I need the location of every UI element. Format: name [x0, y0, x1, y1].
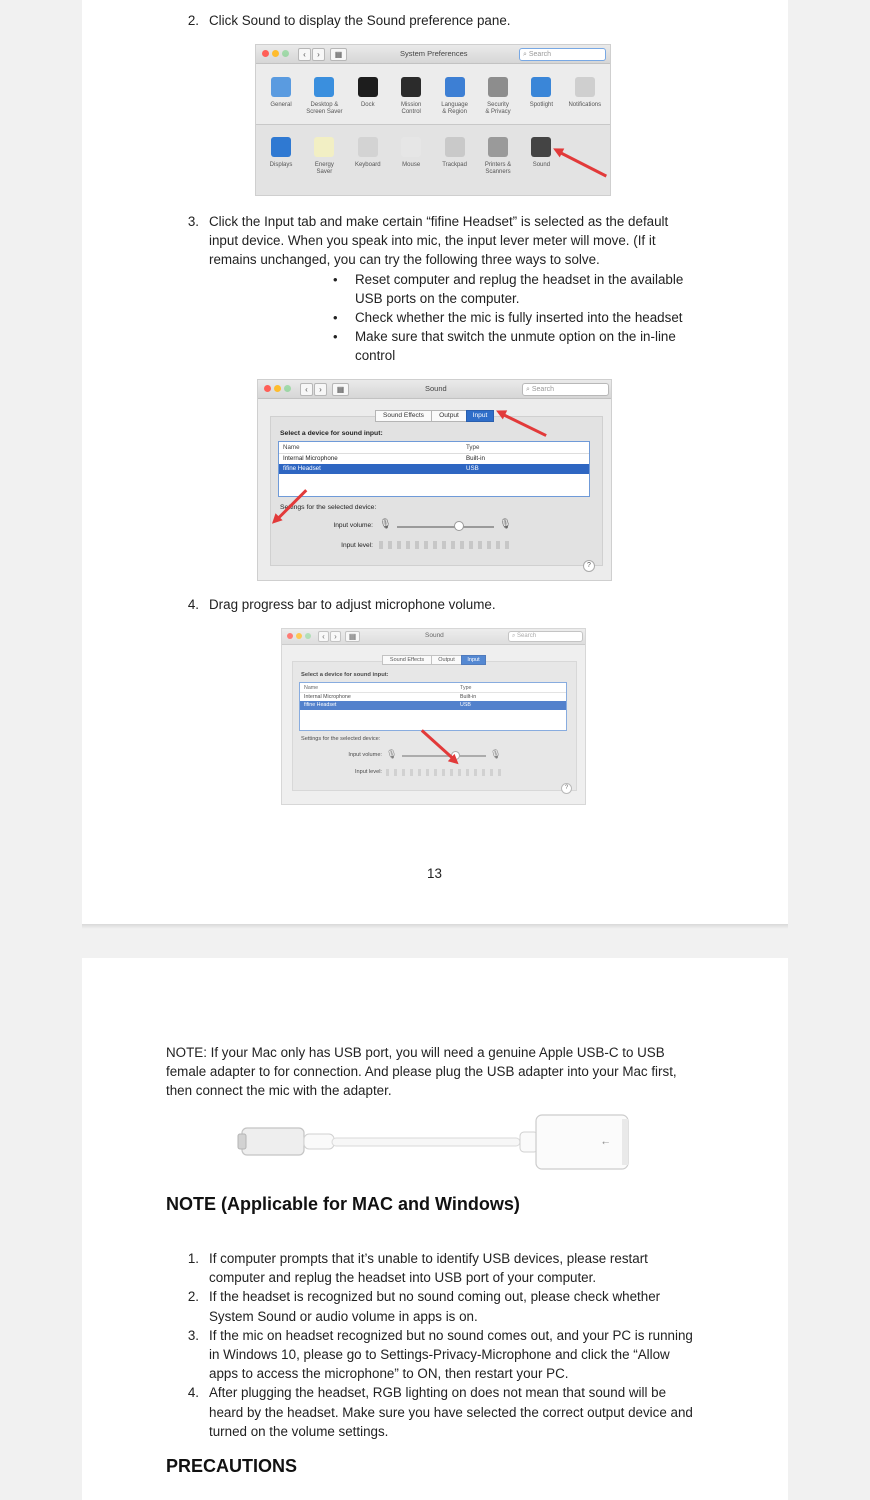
note-item-line: If the headset is recognized but no sound coming out, please check whether	[209, 1289, 661, 1305]
tab-sound-effects[interactable]: Sound Effects	[375, 410, 432, 422]
forward-icon: ›	[314, 383, 327, 396]
bullet-icon: •	[333, 272, 338, 287]
device-row-selected[interactable]: fifine Headset USB	[300, 701, 566, 710]
pref-label: Displays	[269, 162, 293, 168]
minimize-dot-icon	[272, 50, 279, 57]
note-item-line: heard by the headset. Make sure you have selected the correct output device and	[209, 1404, 693, 1420]
step-number: 2.	[187, 13, 199, 28]
pref-label: General	[270, 102, 292, 108]
device-row[interactable]: Internal Microphone Built-in	[304, 694, 477, 700]
search-field: ⌕ Search	[522, 383, 609, 396]
tab-output[interactable]: Output	[431, 410, 467, 422]
step-text: Drag progress bar to adjust microphone volume.	[209, 597, 496, 612]
desktop-icon[interactable]	[314, 77, 334, 97]
grid-icon: ▦	[332, 383, 349, 396]
sound-input-screenshot	[257, 379, 612, 581]
bullet-line: USB ports on the computer.	[355, 291, 520, 306]
security-icon[interactable]	[488, 77, 508, 97]
mouse-icon[interactable]	[401, 137, 421, 157]
page-number: 13	[427, 866, 442, 881]
title-bar	[256, 45, 610, 64]
note-item-line: in Windows 10, please go to Settings-Privacy-Microphone and click the “Allow	[209, 1347, 670, 1362]
tab-input[interactable]: Input	[461, 655, 486, 665]
volume-thumb[interactable]	[454, 521, 464, 531]
mic-low-icon: 🎙	[386, 749, 398, 759]
note-line: female adapter to for connection. And please plug the USB adapter into your Mac first,	[166, 1064, 677, 1079]
pref-label: Desktop &	[310, 102, 339, 108]
note-item-number: 1.	[187, 1251, 199, 1266]
step-text: Click Sound to display the Sound preference pane.	[209, 13, 511, 28]
pref-label: Sound	[532, 162, 551, 168]
input-volume-label: Input volume:	[333, 522, 373, 529]
close-dot-icon	[264, 385, 271, 392]
back-icon: ‹	[318, 631, 329, 642]
note-item-line: If the mic on headset recognized but no sound comes out, and your PC is running	[209, 1327, 693, 1343]
pref-label: Screen Saver	[306, 108, 343, 115]
precautions-heading: PRECAUTIONS	[166, 1456, 298, 1476]
forward-icon: ›	[330, 631, 341, 642]
zoom-dot-icon	[282, 50, 289, 57]
bullet-line: Reset computer and replug the headset in the available	[355, 272, 684, 287]
mic-high-icon: 🎙	[499, 519, 512, 530]
window-title: Sound	[425, 384, 447, 393]
language-icon[interactable]	[445, 77, 465, 97]
pref-label: Energy	[314, 162, 334, 168]
page-separator	[82, 924, 788, 929]
select-device-label: Select a device for sound input:	[280, 430, 383, 437]
sound-volume-screenshot	[281, 628, 586, 805]
sound-icon[interactable]	[531, 137, 551, 157]
device-table: Name Type Internal Microphone Built-in fifine Headset USB	[278, 441, 590, 497]
svg-text:⭠: ⭠	[602, 1138, 610, 1148]
window-title: Sound	[425, 632, 444, 639]
note-item-line: computer and replug the headset into USB port of your computer.	[209, 1270, 597, 1286]
pref-label: Control	[401, 108, 421, 115]
input-level-meter	[379, 541, 513, 549]
close-dot-icon	[262, 50, 269, 57]
tab-input[interactable]: Input	[466, 410, 494, 422]
note-line: then connect the mic with the adapter.	[166, 1083, 392, 1098]
pref-label: Trackpad	[442, 162, 467, 168]
tab-sound-effects[interactable]: Sound Effects	[382, 655, 432, 665]
pref-label: Mouse	[402, 162, 421, 168]
bullet-icon: •	[333, 310, 338, 325]
settings-label: Settings for the selected device:	[301, 736, 381, 742]
pref-label: Mission	[401, 102, 422, 108]
note-item-number: 3.	[187, 1327, 199, 1343]
pref-label: Language	[441, 102, 468, 108]
printer-icon[interactable]	[488, 137, 508, 157]
displays-icon[interactable]	[271, 137, 291, 157]
step-line: Click the Input tab and make certain “fifine Headset” is selected as the default	[209, 214, 669, 229]
minimize-dot-icon	[274, 385, 281, 392]
spotlight-icon[interactable]	[531, 77, 551, 97]
device-row[interactable]: Internal Microphone Built-in	[283, 455, 485, 462]
step-line: input device. When you speak into mic, the input lever meter will move. (If it	[209, 233, 656, 248]
pref-label: Spotlight	[529, 102, 554, 108]
note-item-line: If computer prompts that it’s unable to identify USB devices, please restart	[209, 1251, 648, 1266]
tab-output[interactable]: Output	[431, 655, 462, 665]
pref-label: Keyboard	[354, 162, 381, 168]
mic-low-icon: 🎙	[379, 519, 392, 530]
pref-label: Printers &	[484, 162, 512, 168]
note-heading: NOTE (Applicable for MAC and Windows)	[166, 1194, 520, 1214]
zoom-dot-icon	[305, 633, 311, 639]
forward-icon: ›	[312, 48, 325, 61]
input-volume-slider[interactable]	[397, 526, 494, 528]
bullet-line: Check whether the mic is fully inserted into the headset	[355, 310, 683, 325]
help-button[interactable]: ?	[583, 560, 595, 572]
zoom-dot-icon	[284, 385, 291, 392]
device-row-selected[interactable]: fifine Headset USB	[279, 464, 589, 474]
input-level-label: Input level:	[354, 769, 382, 775]
note-item-line: System Sound or audio volume in apps is on.	[209, 1308, 478, 1324]
usb-c-adapter-image	[236, 1110, 636, 1174]
window-title: System Preferences	[400, 49, 468, 58]
step-line: remains unchanged, you can try the following three ways to solve.	[209, 252, 600, 267]
dock-icon[interactable]	[358, 77, 378, 97]
input-volume-label: Input volume:	[348, 752, 382, 758]
keyboard-icon[interactable]	[358, 137, 378, 157]
pref-label: Saver	[316, 168, 333, 175]
note-item-number: 4.	[187, 1385, 199, 1401]
search-field: ⌕ Search	[519, 48, 606, 61]
search-field: ⌕ Search	[508, 631, 583, 642]
back-icon: ‹	[300, 383, 313, 396]
mic-high-icon: 🎙	[490, 749, 502, 759]
note-item-number: 2.	[187, 1289, 199, 1305]
bullet-line: control	[355, 348, 396, 363]
input-volume-slider[interactable]	[402, 755, 486, 757]
help-button[interactable]: ?	[561, 783, 572, 794]
back-icon: ‹	[298, 48, 311, 61]
step-number: 4.	[187, 597, 199, 612]
pref-label: Notifications	[568, 102, 602, 108]
pref-label: Dock	[360, 102, 375, 108]
note-item-line: apps to access the microphone” to ON, then restart your PC.	[209, 1366, 569, 1382]
step-number: 3.	[187, 214, 199, 229]
grid-icon: ▦	[330, 48, 347, 61]
general-icon[interactable]	[271, 77, 291, 97]
pref-label: Scanners	[485, 168, 511, 175]
pref-label: & Privacy	[485, 108, 511, 115]
input-level-label: Input level:	[341, 542, 373, 549]
settings-label: Settings for the selected device:	[280, 504, 377, 511]
grid-icon: ▦	[345, 631, 360, 642]
energy-icon[interactable]	[314, 137, 334, 157]
system-preferences-screenshot	[255, 44, 611, 196]
note-item-line: turned on the volume settings.	[209, 1423, 389, 1439]
select-device-label: Select a device for sound input:	[301, 672, 389, 678]
notifications-icon[interactable]	[575, 77, 595, 97]
note-line: NOTE: If your Mac only has USB port, you will need a genuine Apple USB-C to USB	[166, 1045, 665, 1060]
input-level-meter	[386, 769, 501, 776]
bullet-icon: •	[333, 329, 338, 344]
mission-control-icon[interactable]	[401, 77, 421, 97]
close-dot-icon	[287, 633, 293, 639]
bullet-line: Make sure that switch the unmute option on the in-line	[355, 329, 676, 344]
device-table: Name Type Internal Microphone Built-in fifine Headset USB	[299, 682, 567, 731]
trackpad-icon[interactable]	[445, 137, 465, 157]
pref-label: Security	[487, 102, 509, 108]
pref-label: & Region	[442, 108, 467, 115]
note-item-line: After plugging the headset, RGB lighting on does not mean that sound will be	[209, 1385, 667, 1401]
minimize-dot-icon	[296, 633, 302, 639]
